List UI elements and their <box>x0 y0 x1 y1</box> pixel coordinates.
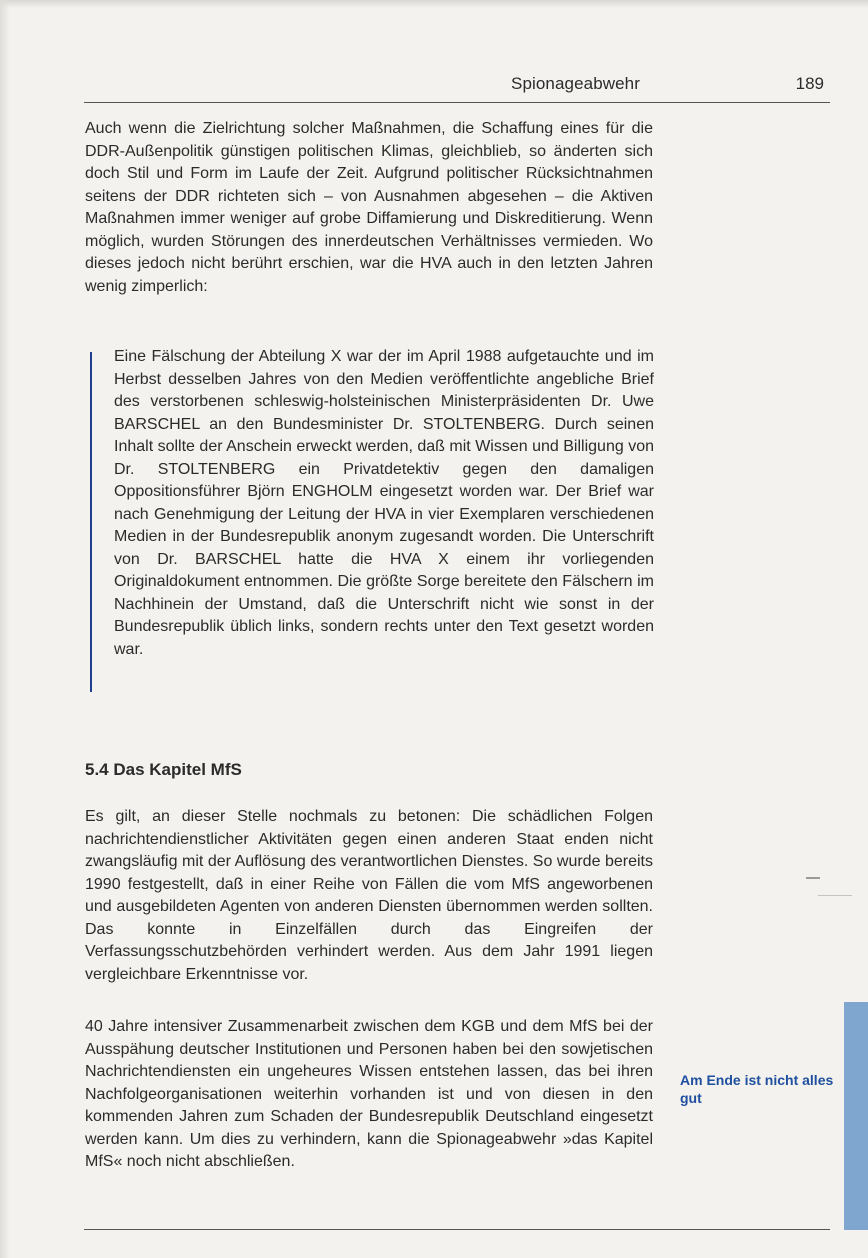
page-top-shadow <box>0 0 868 8</box>
section-heading: 5.4 Das Kapitel MfS <box>85 760 242 779</box>
paragraph-consequences: Es gilt, an dieser Stelle nochmals zu betonen: Die schädlichen Folgen nachrichtendienstlicher Aktivitäten gegen einen anderen Staat enden nicht zwangsläufig mit der Auflösung des verantwortlichen Dienstes. So wurde bereits 1990 festgestellt, daß in einer Reihe von Fällen die vom MfS angeworbenen und ausgebildeten Agenten von anderen Diensten übernommen werden sollten. Das konnte in Einzelfällen durch das Eingreifen der Verfassungsschutzbehörden verhindert werden. Aus dem Jahr 1991 liegen vergleichbare Erkenntnisse vor. <box>85 808 653 983</box>
paragraph-kgb-cooperation: 40 Jahre intensiver Zusammenarbeit zwischen dem KGB und dem MfS bei der Ausspähung deutscher Institutionen und Personen haben bei den sowjetischen Nachrichtendiensten ein ungeheures Wissen entstehen lassen, das bei ihren Nachfolgeorganisationen weiterhin vorhanden ist und von diesen in den kommenden Jahren zum Schaden der Bundesrepublik Deutschland eingesetzt werden kann. Um dies zu verhindern, kann die Spionageabwehr »das Kapitel MfS« noch nicht abschließen. <box>85 1018 653 1170</box>
quote-barschel-letter: Eine Fälschung der Abteilung X war der im April 1988 aufgetauchte und im Herbst desselben Jahres von den Medien veröffentlichte angebliche Brief des verstorbenen schleswig-holsteinischen Ministerpräsidenten Dr. Uwe BARSCHEL an den Bundesminister Dr. STOLTENBERG. Durch seinen Inhalt sollte der Anschein erweckt werden, daß mit Wissen und Billigung von Dr. STOLTENBERG ein Privatdetektiv gegen den damaligen Oppositionsführer Björn ENGHOLM eingesetzt worden war. Der Brief war nach Genehmigung der Leitung der HVA in vier Exemplaren verschiedenen Medien in der Bundesrepublik anonym zugesandt worden. Die Unterschrift von Dr. BARSCHEL hatte die HVA X einem ihr vorliegenden Originaldokument entnommen. Die größte Sorge bereitete den Fälschern im Nachhinein der Umstand, daß die Unterschrift nicht wie sonst in der Bundesrepublik üblich links, sondern rechts unter den Text gesetzt worden war. <box>114 348 654 658</box>
page-number: 189 <box>795 74 824 93</box>
running-header <box>84 74 830 103</box>
chapter-thumb-tab <box>844 1002 868 1230</box>
running-header-title: Spionageabwehr <box>511 74 640 93</box>
paragraph-intro: Auch wenn die Zielrichtung solcher Maßnahmen, die Schaffung eines für die DDR-Außenpolitik günstigen politischen Klimas, gleichblieb, so änderten sich doch Stil und Form im Laufe der Zeit. Aufgrund politischer Rücksichtnahmen seitens der DDR richteten sich – von Ausnahmen abgesehen – die Aktiven Maßnahmen immer weniger auf grobe Diffamierung und Diskreditierung. Wenn möglich, wurden Störungen des innerdeutschen Verhältnisses vermieden. Wo dieses jedoch nicht berührt erschien, war die HVA auch in den letzten Jahren wenig zimperlich: <box>85 120 653 295</box>
footer-rule <box>84 1229 830 1230</box>
margin-mark-line <box>818 895 852 896</box>
quote-rule <box>90 352 92 692</box>
margin-note: Am Ende ist nicht alles gut <box>680 1072 834 1106</box>
margin-mark <box>806 877 820 879</box>
page-left-edge <box>0 0 10 1258</box>
